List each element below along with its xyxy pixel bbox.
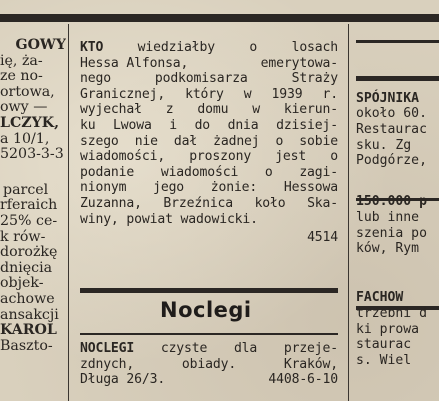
missing-person-ad [80, 40, 338, 227]
left-line: dorożkę [0, 244, 58, 261]
ad-word: Brzeźnica [163, 195, 234, 211]
ad-word: 1939 [271, 86, 303, 102]
ad-word: Lwowa [113, 117, 152, 133]
right-line [356, 55, 439, 71]
left-line: owy — [0, 99, 48, 116]
ad-word: wiadomości [160, 164, 239, 180]
ad-line [80, 102, 338, 118]
ad-word: koło [254, 195, 286, 211]
ad-word: zagi- [299, 164, 338, 180]
ad-word: wyjechał [80, 102, 142, 118]
ad-word: dla [233, 341, 258, 356]
right-line: staurac [356, 337, 412, 353]
ad-word: r. [322, 86, 338, 102]
left-line: k rów- [0, 228, 46, 245]
ad-word: Granicznej, [80, 86, 166, 102]
ad-word: wadowicki. [180, 211, 258, 227]
left-line: Baszto- [0, 337, 53, 354]
ad-word: Długa 26/3. [80, 372, 166, 388]
ad-word: o [249, 40, 258, 55]
ad-word: szego [80, 133, 119, 149]
ad-word: żonie: [210, 180, 258, 196]
ad-word: o [275, 133, 284, 149]
ad-word: emerytowa- [260, 55, 338, 71]
ad-line [80, 372, 338, 388]
ad-word: czyste [160, 341, 208, 356]
ad-word: kierun- [283, 102, 338, 118]
section-rule-top [80, 288, 338, 293]
ad-line [80, 40, 338, 56]
ad-line [80, 180, 338, 196]
ad-line [80, 134, 338, 150]
left-line: rferaich [0, 197, 58, 214]
section-rule-bottom [80, 333, 338, 335]
left-line: LCZYK, [0, 114, 60, 131]
ad-line [80, 71, 338, 87]
ad-word: który [185, 86, 224, 102]
ad-word: KTO [80, 40, 104, 55]
ad-word: o [330, 149, 338, 165]
ad-word: nego [80, 71, 111, 87]
right-line [356, 40, 439, 56]
right-line: trzebni d [356, 305, 427, 321]
ad-word: Hessa Alfonsa, [80, 55, 189, 71]
ad-word: sobie [299, 133, 338, 149]
right-line [356, 169, 439, 185]
ad-word: Straży [291, 71, 338, 87]
right-line [356, 184, 439, 194]
ad-word: Ska- [307, 195, 338, 211]
left-line [0, 163, 66, 183]
ad-word: winy, [80, 211, 119, 227]
right-line: ki prowa [356, 321, 420, 337]
right-line [356, 272, 439, 290]
ad-word: w [243, 86, 252, 102]
ad-word: i [169, 117, 177, 133]
ad-word: NOCLEGI [80, 341, 135, 356]
right-line: ków, Rym [356, 241, 420, 257]
ad-line [80, 165, 338, 181]
right-line: FACHOW [356, 290, 404, 306]
ad-word: wiadomości, [80, 149, 166, 165]
ad-line [80, 118, 338, 134]
ad-line [80, 56, 338, 72]
ad-line [80, 87, 338, 103]
ad-word: ku [80, 117, 96, 133]
ad-word: losach [291, 40, 338, 55]
ad-code: 4514 [307, 230, 338, 246]
ad-word: przeje- [283, 341, 338, 356]
ad-word: domu [197, 102, 229, 118]
ad-word: powiat [126, 211, 173, 227]
ad-word: Hessowa [283, 180, 338, 196]
right-line: lub inne [356, 209, 420, 225]
ad-line [80, 357, 338, 373]
right-line [356, 24, 439, 40]
left-line: 25% ce- [0, 212, 58, 229]
ad-word: o [264, 164, 273, 180]
right-line: szenia po [356, 225, 427, 241]
right-line: Restaurac [356, 121, 427, 137]
left-line: parcel [3, 181, 49, 198]
ad-word: wiedziałby [137, 40, 215, 55]
ad-word: żadnej [213, 133, 260, 149]
left-line: GOWY [15, 38, 66, 53]
ad-word: jest [275, 149, 307, 165]
ad-word: nie [134, 133, 158, 149]
right-line: s. Wiel [356, 352, 412, 368]
right-line: 150.000 p [356, 194, 427, 210]
ad-line [80, 341, 338, 357]
left-line: ię, ża- [0, 52, 43, 69]
ad-word: Zuzanna, [80, 195, 142, 211]
ad-word: w [252, 102, 260, 118]
top-rule [0, 14, 439, 22]
column-divider-right [348, 24, 349, 401]
right-line: sku. Zg [356, 137, 412, 153]
lodging-ad [80, 341, 338, 401]
ad-word: Kraków, [283, 356, 338, 372]
right-line: około 60. [356, 106, 427, 122]
right-line [356, 257, 439, 273]
left-line: ortowa, [0, 83, 55, 100]
ad-word: nionym [80, 180, 127, 196]
ad-word: obiady. [181, 356, 237, 372]
left-line: objek- [0, 275, 44, 292]
left-line: dnięcia [0, 259, 53, 276]
ad-word: podkomisarza [154, 71, 248, 87]
ad-word: dał [173, 133, 198, 149]
ad-word: 4408-6-10 [268, 372, 338, 388]
section-heading: Noclegi [160, 298, 252, 322]
ad-line [80, 212, 338, 228]
ad-word: dzisiej- [276, 117, 338, 133]
right-line: Podgórze, [356, 153, 427, 169]
right-line [356, 71, 439, 91]
ad-word: zdnych, [80, 356, 135, 372]
left-line: ze no- [0, 68, 43, 85]
left-line: ansakcji [0, 306, 59, 323]
ad-word: proszony [189, 149, 252, 165]
ad-word: jego [153, 180, 185, 196]
right-line: SPÓJNIKA [356, 90, 420, 106]
ad-word: podanie [80, 164, 135, 180]
left-line: 5203-3-3 [0, 146, 64, 163]
column-divider-left [68, 24, 69, 401]
left-line: achowe [0, 290, 55, 307]
ad-word: dnia [227, 117, 259, 133]
left-column [0, 38, 66, 401]
ad-line [80, 196, 338, 212]
left-line: KAROL [0, 322, 57, 339]
ad-word: z [165, 102, 174, 118]
ad-word: do [194, 117, 211, 133]
left-line: a 10/1, [0, 130, 50, 147]
ad-line [80, 149, 338, 165]
right-column [356, 24, 439, 401]
